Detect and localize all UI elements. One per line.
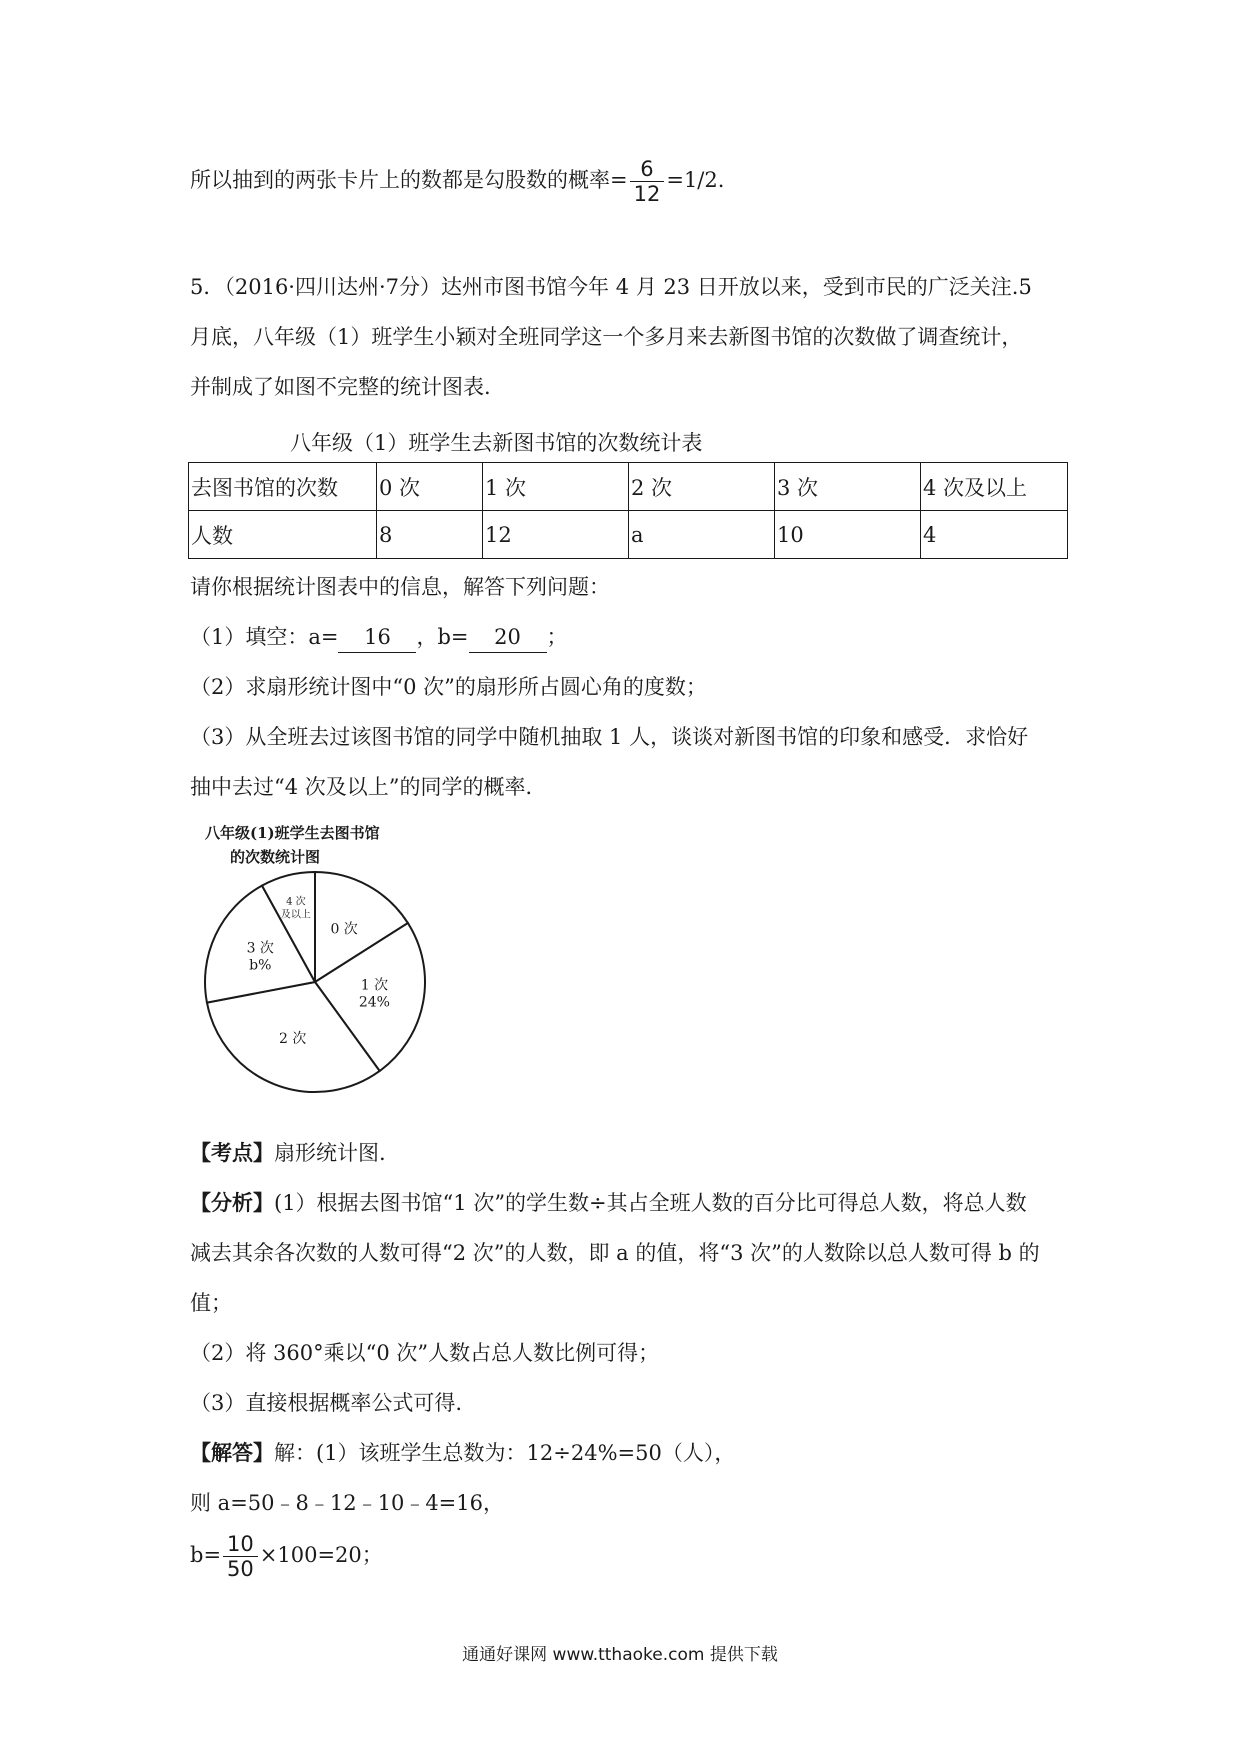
fenxi-line-1 xyxy=(190,1188,1027,1218)
question-1 xyxy=(190,622,568,653)
table-cell: a xyxy=(629,511,775,559)
question-3-line-1: （3）从全班去过该图书馆的同学中随机抽取 1 人，谈谈对新图书馆的印象和感受．求恰好 xyxy=(190,725,1029,749)
pie-label-4-1: 及以上 xyxy=(280,909,311,921)
pie-label-1-1: 24% xyxy=(358,994,390,1011)
solution-b-suffix: ×100=20； xyxy=(259,1543,383,1567)
problem-line-3: 并制成了如图不完整的统计图表. xyxy=(190,375,491,399)
fenxi-text-1: (1）根据去图书馆“1 次”的学生数÷其占全班人数的百分比可得总人数，将总人数 xyxy=(274,1191,1027,1215)
solution-line-1 xyxy=(190,1438,735,1468)
fenxi-line-2: 减去其余各次数的人数可得“2 次”的人数，即 a 的值，将“3 次”的人数除以总人数可得 b 的 xyxy=(190,1241,1040,1265)
pie-chart xyxy=(195,818,445,1108)
fenxi-tag: 【分析】 xyxy=(190,1190,274,1215)
prev-suffix: =1/2. xyxy=(666,168,725,192)
q1-answer-b: 20 xyxy=(469,622,547,653)
prev-frac-num: 6 xyxy=(640,157,654,181)
pie-label-2-0: 2 次 xyxy=(279,1030,307,1047)
question-2: （2）求扇形统计图中“0 次”的扇形所占圆心角的度数； xyxy=(190,675,707,699)
problem-line-2: 月底，八年级（1）班学生小颖对全班同学这一个多月来去新图书馆的次数做了调查统计， xyxy=(190,325,1023,349)
kaodian-tag: 【考点】 xyxy=(190,1140,274,1165)
kaodian-text: 扇形统计图. xyxy=(274,1141,386,1165)
solution-frac-num: 10 xyxy=(227,1532,254,1556)
table-cell: 人数 xyxy=(189,511,377,559)
solution-text-1: 解：(1）该班学生总数为：12÷24%=50（人）， xyxy=(274,1441,736,1465)
prev-text: 所以抽到的两张卡片上的数都是勾股数的概率= xyxy=(190,168,628,192)
pie-slices xyxy=(205,872,425,1092)
q1-suffix: ； xyxy=(546,625,568,649)
q1-answer-a: 16 xyxy=(338,622,416,653)
pie-label-0-0: 0 次 xyxy=(330,921,358,938)
q1-mid: ，b= xyxy=(416,625,469,649)
table-cell: 0 次 xyxy=(377,463,483,511)
solution-b-prefix: b= xyxy=(190,1543,222,1567)
question-3-line-2: 抽中去过“4 次及以上”的同学的概率． xyxy=(190,775,547,799)
table-caption: 八年级（1）班学生去新图书馆的次数统计表 xyxy=(290,431,703,455)
table-cell: 3 次 xyxy=(775,463,921,511)
solution-frac-den: 50 xyxy=(223,1556,258,1581)
table-cell: 4 次及以上 xyxy=(921,463,1068,511)
questions-intro: 请你根据统计图表中的信息，解答下列问题： xyxy=(190,575,610,599)
table-row xyxy=(189,511,1068,559)
table-cell: 2 次 xyxy=(629,463,775,511)
solution-line-2: 则 a=50﹣8﹣12﹣10﹣4=16， xyxy=(190,1491,504,1515)
chart-title-line-2: 的次数统计图 xyxy=(230,848,321,866)
prev-frac-den: 12 xyxy=(630,181,665,206)
table-cell: 1 次 xyxy=(483,463,629,511)
page-footer: 通通好课网 www.tthaoke.com 提供下载 xyxy=(462,1645,778,1665)
fenxi-line-5: （3）直接根据概率公式可得. xyxy=(190,1391,463,1415)
prev-fraction xyxy=(630,157,665,206)
chart-title-line-1: 八年级(1)班学生去图书馆 xyxy=(205,824,380,842)
pie-label-4-0: 4 次 xyxy=(286,896,306,908)
table-cell: 10 xyxy=(775,511,921,559)
kaodian xyxy=(190,1138,386,1168)
fenxi-line-4: （2）将 360°乘以“0 次”人数占总人数比例可得； xyxy=(190,1341,660,1365)
table-cell: 去图书馆的次数 xyxy=(189,463,377,511)
pie-label-3-1: b% xyxy=(249,957,272,974)
solution-line-3 xyxy=(190,1532,383,1581)
visits-table xyxy=(188,462,1068,559)
prev-conclusion xyxy=(190,157,724,206)
pie-label-3-0: 3 次 xyxy=(246,940,274,957)
problem-line-1: 5．（2016·四川达州·7分）达州市图书馆今年 4 月 23 日开放以来，受到市民的广泛关注.5 xyxy=(190,275,1032,299)
table-cell: 8 xyxy=(377,511,483,559)
fenxi-line-3: 值； xyxy=(190,1291,232,1315)
table-cell: 12 xyxy=(483,511,629,559)
table-cell: 4 xyxy=(921,511,1068,559)
q1-prefix: （1）填空：a= xyxy=(190,625,339,649)
solution-fraction xyxy=(223,1532,258,1581)
table-row xyxy=(189,463,1068,511)
pie-label-1-0: 1 次 xyxy=(360,977,389,994)
solution-tag: 【解答】 xyxy=(190,1440,274,1465)
